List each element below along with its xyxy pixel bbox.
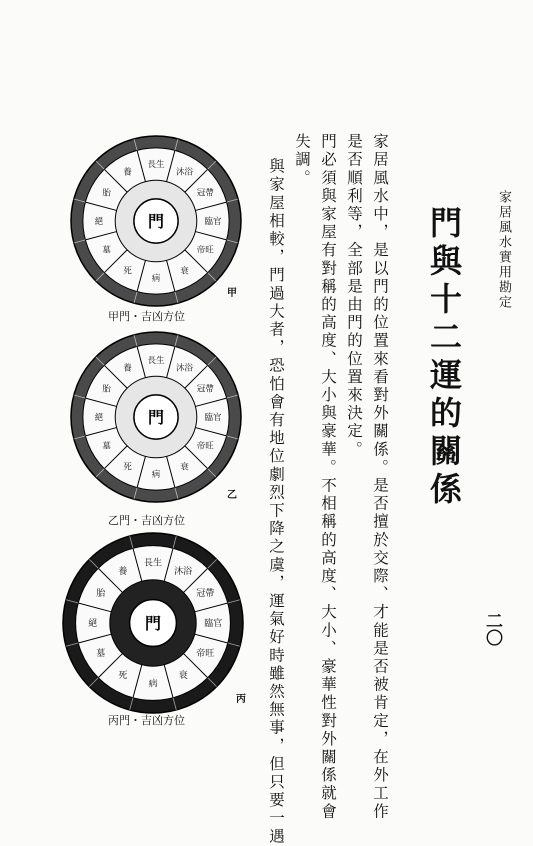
- dial-stage-label: 死: [123, 266, 132, 277]
- dial-stage-label: 長生: [147, 356, 165, 367]
- dial-stage-label: 養: [123, 167, 132, 178]
- dial-stage-label: 胎: [102, 188, 111, 199]
- dial-stage-label: 養: [123, 363, 132, 374]
- fortune-dial: [60, 530, 246, 716]
- dial-stage-label: 沐浴: [175, 167, 193, 178]
- dial-stage-label: 病: [151, 469, 161, 480]
- dial-stage-label: 衰: [180, 266, 189, 277]
- dial-mark: 甲: [227, 288, 237, 299]
- dial-mark: 乙: [227, 490, 237, 501]
- body-column: 是否順利等，全部是由門的位置來決定。: [345, 133, 363, 459]
- dial-stage-label: 帝旺: [196, 649, 215, 660]
- dial-stage-label: 臨官: [204, 413, 222, 423]
- running-head: 家居風水實用勘定: [496, 190, 511, 310]
- fortune-dial-svg: [68, 329, 244, 505]
- dial-stage-label: 臨官: [204, 619, 223, 629]
- dial-caption: 丙門・吉凶方位: [108, 714, 185, 727]
- dial-stage-label: 墓: [96, 649, 106, 660]
- dial-stage-label: 絕: [94, 413, 104, 423]
- dial-stage-label: 冠帶: [196, 188, 214, 199]
- dial-stage-label: 沐浴: [175, 363, 193, 374]
- dial-stage-label: 長生: [143, 558, 163, 569]
- dial-stage-label: 養: [118, 566, 128, 577]
- fortune-dial: [68, 133, 244, 309]
- dial-stage-label: 病: [148, 679, 158, 690]
- chapter-title: 門與十二運的關係: [425, 206, 463, 510]
- dial-stage-label: 衰: [178, 671, 188, 682]
- dial-stage-label: 長生: [147, 160, 165, 171]
- body-column: 失調。: [293, 133, 311, 188]
- dial-stage-label: 帝旺: [196, 245, 214, 256]
- dial-stage-label: 冠帶: [196, 588, 215, 599]
- fortune-dial-svg: [60, 530, 246, 716]
- dial-stage-label: 胎: [102, 384, 111, 395]
- dial-caption: 甲門・吉凶方位: [108, 310, 185, 323]
- dial-center-label: 門: [147, 212, 165, 231]
- dial-center-label: 門: [144, 614, 162, 633]
- body-column: 門必須與家屋有對稱的高度、大小與豪華。不相稱的高度、大小、豪華性對外關係就會: [319, 133, 337, 821]
- dial-stage-label: 胎: [96, 588, 106, 599]
- dial-stage-label: 墓: [102, 245, 111, 256]
- page-number: 二〇: [482, 612, 502, 646]
- dial-caption: 乙門・吉凶方位: [108, 514, 185, 527]
- fortune-dial: [68, 329, 244, 505]
- dial-stage-label: 病: [151, 273, 161, 284]
- dial-stage-label: 冠帶: [196, 384, 214, 395]
- body-column: 與家屋相較，門過大者，恐怕會有地位劇烈下降之虞，運氣好時雖然無事，但只要一遇: [267, 158, 285, 846]
- dial-stage-label: 衰: [180, 462, 189, 473]
- body-column: 家居風水中，是以門的位置來看對外關係。是否擅於交際、才能是否被肯定，在外工作: [371, 133, 389, 821]
- dial-stage-label: 帝旺: [196, 441, 214, 452]
- dial-stage-label: 墓: [102, 441, 111, 452]
- dial-stage-label: 絕: [88, 619, 98, 629]
- dial-stage-label: 死: [118, 671, 128, 682]
- dial-stage-label: 臨官: [204, 217, 222, 227]
- dial-stage-label: 死: [123, 462, 132, 473]
- fortune-dial-svg: [68, 133, 244, 309]
- dial-mark: 丙: [236, 694, 246, 705]
- dial-center-label: 門: [147, 408, 165, 427]
- dial-stage-label: 沐浴: [174, 566, 193, 577]
- dial-stage-label: 絕: [94, 217, 104, 227]
